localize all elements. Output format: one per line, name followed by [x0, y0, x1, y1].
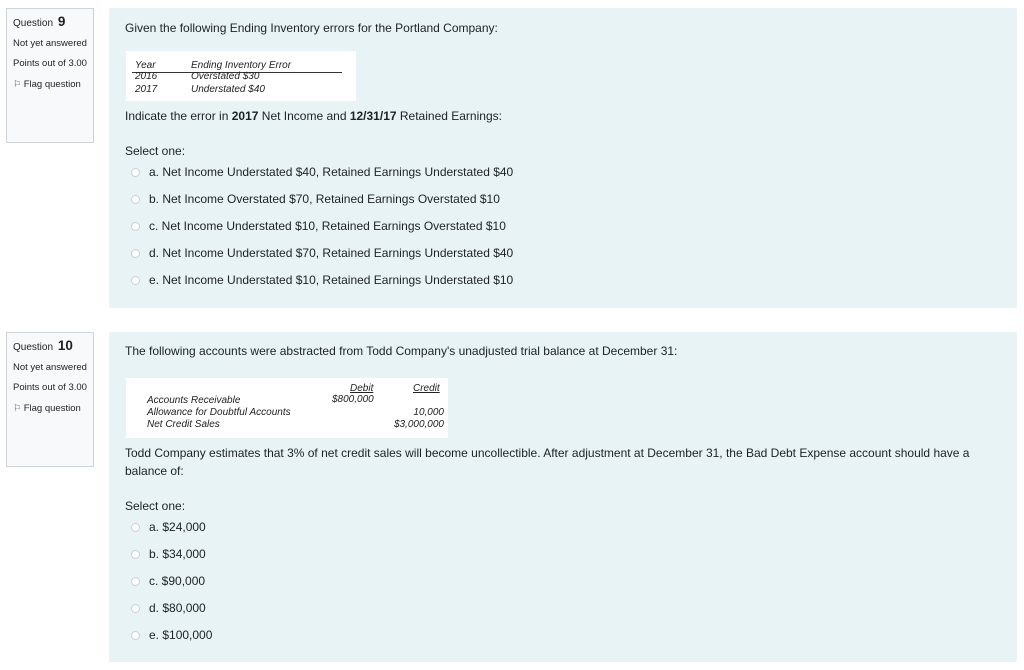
radio-button[interactable] — [131, 168, 140, 177]
answer-option-d[interactable]: d. Net Income Understated $70, Retained Earnings Understated $40 — [131, 246, 513, 260]
radio-button[interactable] — [131, 604, 140, 613]
question-grade-10: Points out of 3.00 — [13, 382, 87, 393]
flag-question-10[interactable]: ⚐ Flag question — [13, 403, 81, 414]
question-state-10: Not yet answered — [13, 362, 87, 373]
question-text-10: The following accounts were abstracted from Todd Company's unadjusted trial balance at December 31: — [125, 344, 678, 358]
radio-button[interactable] — [131, 195, 140, 204]
question-text-9: Given the following Ending Inventory errors for the Portland Company: — [125, 21, 498, 35]
flag-icon: ⚐ — [13, 79, 22, 89]
answer-option-e[interactable]: e. $100,000 — [131, 628, 212, 642]
select-one-label: Select one: — [125, 499, 186, 513]
table-row: Overstated $30 — [191, 71, 260, 82]
select-one-label: Select one: — [125, 144, 186, 158]
radio-button[interactable] — [131, 577, 140, 586]
question-number-9: Question 9 — [13, 14, 66, 29]
answer-option-c[interactable]: c. $90,000 — [131, 574, 205, 588]
question-prompt-10: Todd Company estimates that 3% of net credit sales will become uncollectible. After adjustment at December 31, the Bad Debt Expense account should have a balance of: — [125, 446, 970, 478]
table-row: Allowance for Doubtful Accounts — [147, 407, 291, 418]
question-prompt-9: Indicate the error in 2017 Net Income and 12/31/17 Retained Earnings: — [125, 109, 502, 123]
radio-button[interactable] — [131, 276, 140, 285]
answer-option-a[interactable]: a. $24,000 — [131, 520, 206, 534]
trial-balance-table — [126, 378, 448, 438]
question-number-10: Question 10 — [13, 338, 73, 353]
answer-option-a[interactable]: a. Net Income Understated $40, Retained Earnings Understated $40 — [131, 165, 513, 179]
answer-option-c[interactable]: c. Net Income Understated $10, Retained Earnings Overstated $10 — [131, 219, 506, 233]
flag-icon: ⚐ — [13, 403, 22, 413]
flag-question-9[interactable]: ⚐ Flag question — [13, 79, 81, 90]
table-row: Net Credit Sales — [147, 419, 220, 430]
radio-button[interactable] — [131, 631, 140, 640]
credit-cell: 10,000 — [413, 407, 444, 418]
table-row: 2016 — [135, 71, 158, 82]
question-state-9: Not yet answered — [13, 38, 87, 49]
question-info-10 — [6, 332, 94, 467]
radio-button[interactable] — [131, 550, 140, 559]
radio-button[interactable] — [131, 523, 140, 532]
table-row: Understated $40 — [191, 84, 265, 95]
col-credit-header: Credit — [413, 383, 440, 394]
table-row: Accounts Receivable — [147, 395, 241, 406]
answer-option-d[interactable]: d. $80,000 — [131, 601, 206, 615]
col-error-header: Ending Inventory Error — [191, 60, 292, 71]
debit-cell: $800,000 — [332, 394, 374, 405]
radio-button[interactable] — [131, 249, 140, 258]
question-content-9 — [109, 8, 1017, 308]
table-row: 2017 — [135, 84, 158, 95]
question-grade-9: Points out of 3.00 — [13, 58, 87, 69]
answer-option-b[interactable]: b. $34,000 — [131, 547, 206, 561]
col-debit-header: Debit — [350, 383, 374, 394]
col-year-header: Year — [135, 60, 156, 71]
radio-button[interactable] — [131, 222, 140, 231]
inventory-error-table — [126, 51, 356, 101]
answer-option-e[interactable]: e. Net Income Understated $10, Retained Earnings Understated $10 — [131, 273, 513, 287]
question-info-9 — [6, 8, 94, 143]
credit-cell: $3,000,000 — [393, 419, 444, 430]
question-content-10 — [109, 332, 1017, 662]
answer-option-b[interactable]: b. Net Income Overstated $70, Retained Earnings Overstated $10 — [131, 192, 500, 206]
